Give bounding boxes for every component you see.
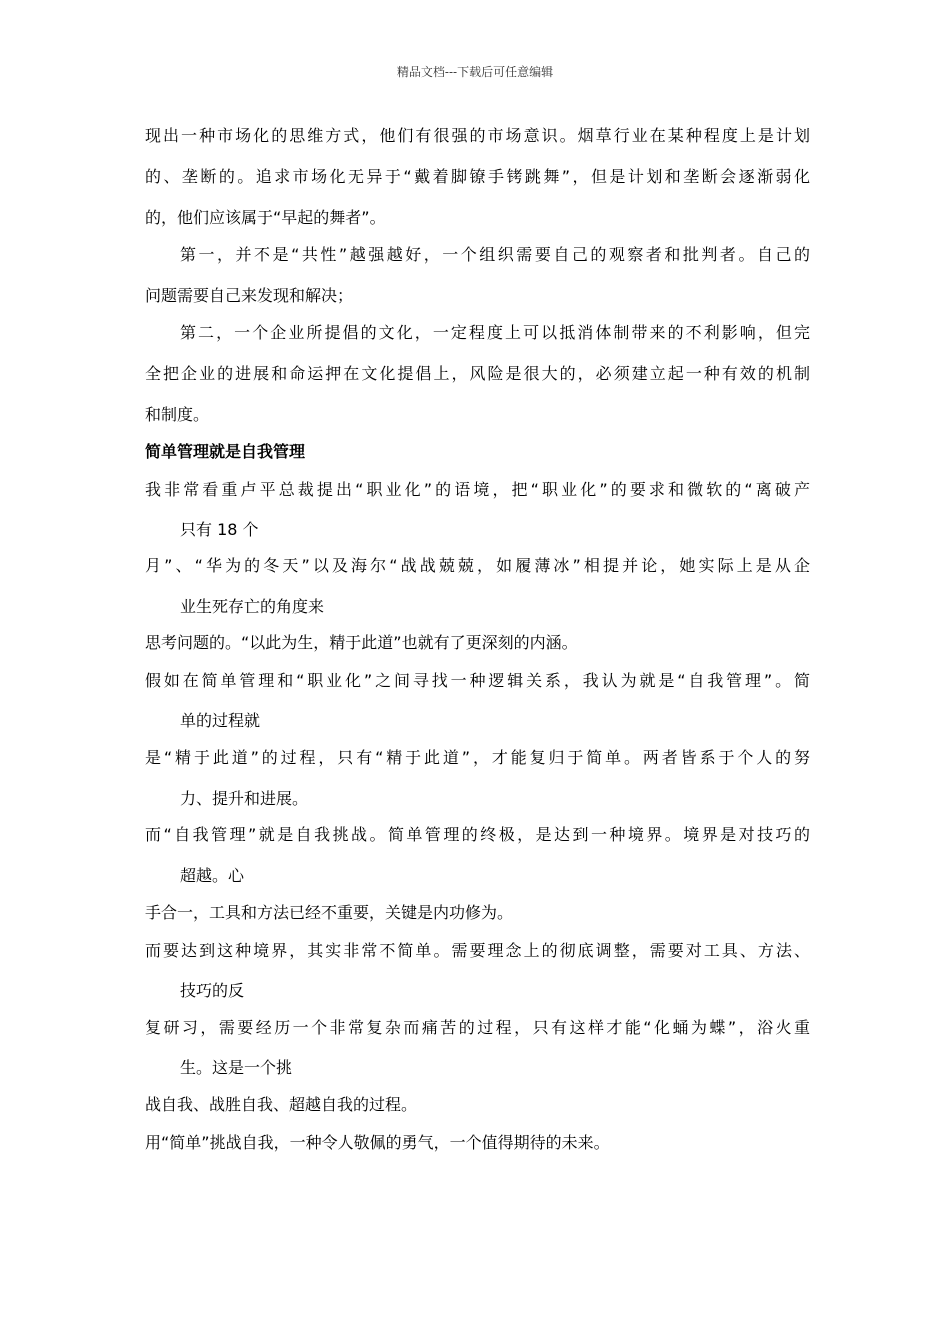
text-line: 假如在简单管理和“职业化”之间寻找一种逻辑关系，我认为就是“自我管理”。简 bbox=[145, 671, 810, 690]
text-line: 手合一，工具和方法已经不重要，关键是内功修为。 bbox=[145, 903, 514, 922]
text-line: 我非常看重卢平总裁提出“职业化”的语境，把“职业化”的要求和微软的“离破产 bbox=[145, 480, 810, 499]
text-line: 力、提升和进展。 bbox=[180, 789, 309, 808]
text-line: 而要达到这种境界，其实非常不简单。需要理念上的彻底调整，需要对工具、方法、 bbox=[145, 941, 810, 960]
text-line: 战自我、战胜自我、超越自我的过程。 bbox=[145, 1095, 418, 1114]
text-line: 问题需要自己来发现和解决； bbox=[145, 286, 354, 305]
text-line: 超越。心 bbox=[180, 866, 245, 885]
text-line: 全把企业的进展和命运押在文化提倡上，风险是很大的，必须建立起一种有效的机制 bbox=[145, 364, 810, 383]
text-line: 业生死存亡的角度来 bbox=[180, 597, 325, 616]
text-line: 复研习，需要经历一个非常复杂而痛苦的过程，只有这样才能“化蛹为蝶”，浴火重 bbox=[145, 1018, 810, 1037]
text-line: 是“精于此道”的过程，只有“精于此道”，才能复归于简单。两者皆系于个人的努 bbox=[145, 748, 810, 767]
text-line: 只有 18 个 bbox=[180, 520, 259, 539]
text-line: 月”、“华为的冬天”以及海尔“战战兢兢，如履薄冰”相提并论，她实际上是从企 bbox=[145, 556, 810, 575]
page-header: 精品文档---下载后可任意编辑 bbox=[396, 65, 554, 79]
text-line: 第二，一个企业所提倡的文化，一定程度上可以抵消体制带来的不利影响，但完 bbox=[180, 323, 810, 342]
text-line: 技巧的反 bbox=[180, 981, 245, 1000]
text-line: 的，他们应该属于“早起的舞者”。 bbox=[145, 208, 386, 227]
text-line: 生。这是一个挑 bbox=[180, 1058, 293, 1077]
text-line: 现出一种市场化的思维方式，他们有很强的市场意识。烟草行业在某种程度上是计划 bbox=[145, 126, 810, 145]
text-line: 单的过程就 bbox=[180, 711, 261, 730]
section-heading: 简单管理就是自我管理 bbox=[145, 442, 306, 461]
text-line: 思考问题的。“以此为生，精于此道”也就有了更深刻的内涵。 bbox=[145, 633, 578, 652]
text-line: 用“简单”挑战自我，一种令人敬佩的勇气，一个值得期待的未来。 bbox=[145, 1133, 610, 1152]
text-line: 的、垄断的。追求市场化无异于“戴着脚镣手铐跳舞”，但是计划和垄断会逐渐弱化 bbox=[145, 167, 810, 186]
text-line: 而“自我管理”就是自我挑战。简单管理的终极，是达到一种境界。境界是对技巧的 bbox=[145, 825, 810, 844]
text-line: 第一，并不是“共性”越强越好，一个组织需要自己的观察者和批判者。自己的 bbox=[180, 245, 810, 264]
text-line: 和制度。 bbox=[145, 405, 210, 424]
